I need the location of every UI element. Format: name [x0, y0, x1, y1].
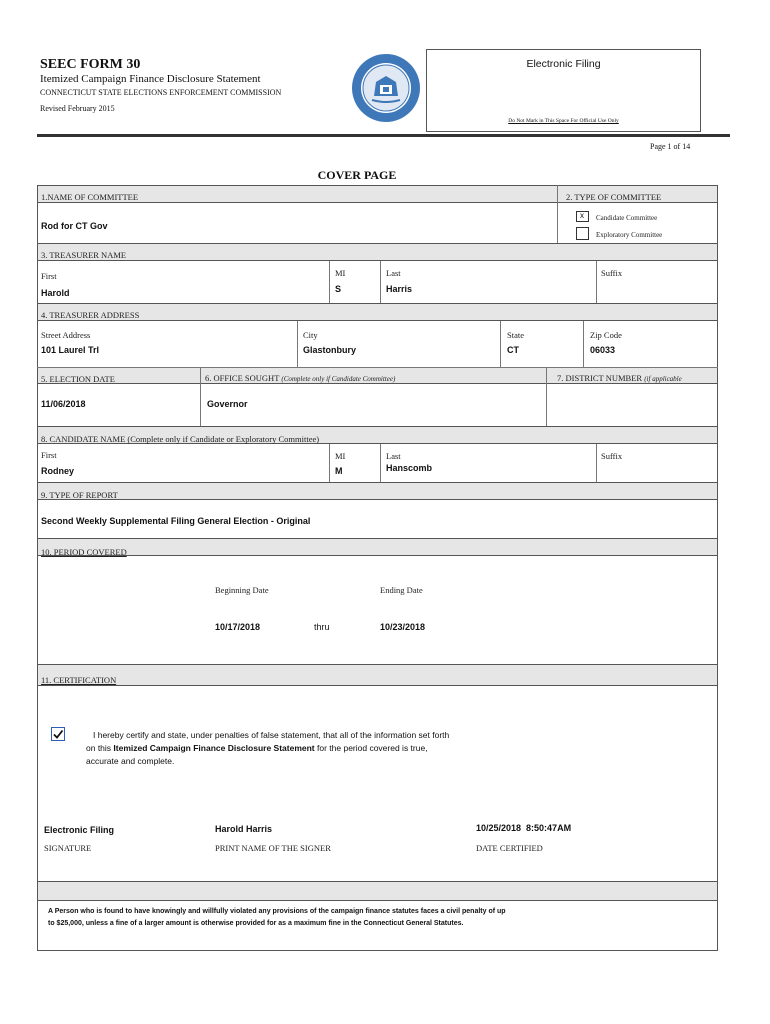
exploratory-committee-label: Exploratory Committee [596, 231, 663, 239]
election-date-label: 5. ELECTION DATE [41, 374, 115, 384]
election-date-value: 11/06/2018 [41, 399, 86, 409]
zip-label: Zip Code [590, 330, 622, 340]
filing-box-title: Electronic Filing [526, 58, 601, 70]
street-value: 101 Laurel Trl [41, 345, 100, 355]
committee-name-value: Rod for CT Gov [41, 221, 108, 231]
section-header [37, 243, 718, 261]
header-divider [37, 134, 730, 137]
certification-text-line-2 [86, 743, 428, 753]
date-certified-value: 10/25/2018 8:50:47AM [476, 823, 572, 833]
ending-date-value: 10/23/2018 [380, 622, 426, 632]
checkmark-icon [52, 728, 64, 740]
official-use-box [426, 49, 701, 132]
candidate-committee-checkbox[interactable] [576, 211, 589, 222]
form-title: SEEC FORM 30 [40, 57, 141, 72]
district-number-label [557, 373, 682, 383]
penalty-text-line-1: A Person who is found to have knowingly and willfully violated any provisions of the campaign finance statutes faces a civil penalty of up [48, 908, 506, 915]
certification-checkbox[interactable] [51, 727, 65, 741]
treasurer-first-label: First [41, 271, 57, 281]
beginning-date-value: 10/17/2018 [215, 622, 261, 632]
section-header [37, 482, 718, 500]
treasurer-section-label: 3. TREASURER NAME [41, 250, 127, 260]
cert-statement-name: Itemized Campaign Finance Disclosure Statement [113, 743, 315, 753]
district-number-note: (if applicable [644, 375, 682, 383]
page-number: Page 1 of 14 [650, 142, 691, 151]
certification-text-line-1: I hereby certify and state, under penalties of false statement, that all of the information set forth [93, 730, 450, 740]
divider [329, 261, 330, 303]
divider [546, 368, 547, 426]
treasurer-mi-value: S [335, 284, 342, 294]
city-label: City [303, 330, 318, 340]
district-number-title: 7. DISTRICT NUMBER [557, 373, 643, 383]
office-sought-note: (Complete only if Candidate Committee) [281, 375, 396, 383]
form-subtitle: Itemized Campaign Finance Disclosure Statement [40, 73, 261, 85]
candidate-mi-label: MI [335, 451, 346, 461]
candidate-mi-value: M [335, 466, 343, 476]
state-seal-icon [350, 52, 422, 124]
checkbox-mark: x [580, 211, 584, 220]
certification-text-line-3: accurate and complete. [86, 756, 175, 766]
form-frame [37, 185, 718, 951]
section-header [37, 664, 718, 686]
treasurer-last-value: Harris [386, 284, 413, 294]
commission-name: CONNECTICUT STATE ELECTIONS ENFORCEMENT COMMISSION [40, 88, 282, 97]
zip-value: 06033 [590, 345, 616, 355]
cert-text-part: on this [86, 743, 114, 753]
beginning-date-label: Beginning Date [215, 585, 269, 595]
candidate-first-value: Rodney [41, 466, 75, 476]
divider [380, 261, 381, 303]
penalty-text-line-2: to $25,000, unless a fine of a larger amount is otherwise provided for as a maximum fine in the Connecticut General Statutes. [48, 920, 464, 927]
candidate-suffix-label: Suffix [601, 451, 623, 461]
divider [380, 444, 381, 482]
exploratory-committee-checkbox[interactable] [576, 227, 589, 240]
report-type-label: 9. TYPE OF REPORT [41, 490, 118, 500]
divider [557, 185, 558, 243]
divider [583, 321, 584, 367]
committee-name-label: 1.NAME OF COMMITTEE [41, 192, 139, 202]
state-value: CT [507, 345, 519, 355]
cert-text-part: for the period covered is true, [314, 743, 428, 753]
section-header [37, 538, 718, 556]
committee-type-label: 2. TYPE OF COMMITTEE [566, 192, 662, 202]
report-type-value: Second Weekly Supplemental Filing General Election - Original [41, 516, 311, 526]
treasurer-mi-label: MI [335, 268, 346, 278]
candidate-section-label: 8. CANDIDATE NAME (Complete only if Candidate or Exploratory Committee) [41, 434, 320, 444]
candidate-committee-label: Candidate Committee [596, 214, 658, 222]
candidate-last-value: Hanscomb [386, 463, 433, 473]
divider [500, 321, 501, 367]
ending-date-label: Ending Date [380, 585, 423, 595]
date-certified-label: DATE CERTIFIED [476, 843, 543, 853]
city-value: Glastonbury [303, 345, 357, 355]
divider [596, 261, 597, 303]
divider [596, 444, 597, 482]
certification-label: 11. CERTIFICATION [41, 675, 117, 685]
revised-date: Revised February 2015 [40, 104, 115, 113]
candidate-last-label: Last [386, 451, 401, 461]
address-section-label: 4. TREASURER ADDRESS [41, 310, 140, 320]
street-label: Street Address [41, 330, 91, 340]
official-use-note: Do Not Mark in This Space For Official Use Only [508, 118, 619, 124]
period-covered-label: 10. PERIOD COVERED [41, 547, 127, 557]
thru-label: thru [314, 622, 330, 632]
treasurer-last-label: Last [386, 268, 401, 278]
signature-label: SIGNATURE [44, 843, 92, 853]
treasurer-suffix-label: Suffix [601, 268, 623, 278]
treasurer-first-value: Harold [41, 288, 70, 298]
signer-name-value: Harold Harris [215, 824, 273, 834]
office-sought-value: Governor [207, 399, 248, 409]
signer-name-label: PRINT NAME OF THE SIGNER [215, 843, 331, 853]
divider [329, 444, 330, 482]
candidate-first-label: First [41, 450, 57, 460]
divider [297, 321, 298, 367]
signature-value: Electronic Filing [44, 825, 115, 835]
section-header [37, 881, 718, 901]
state-label: State [507, 330, 524, 340]
cover-page-title: COVER PAGE [317, 168, 397, 182]
office-sought-title: 6. OFFICE SOUGHT [205, 373, 280, 383]
office-sought-label [205, 373, 395, 383]
divider [200, 368, 201, 426]
